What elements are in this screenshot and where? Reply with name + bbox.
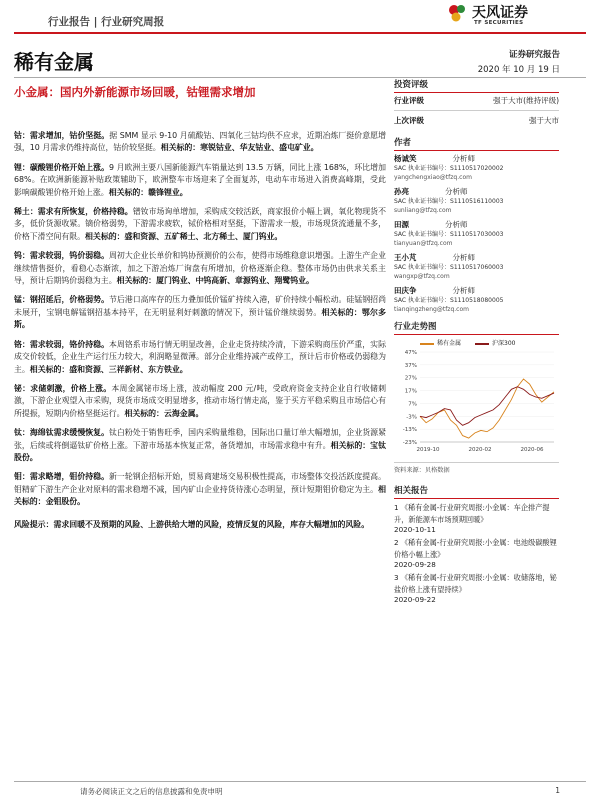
author-cert: SAC 执业证书编号：S1110517030003 xyxy=(394,231,504,238)
industry-trend-section xyxy=(394,320,559,474)
rating-heading: 投资评级 xyxy=(394,78,559,93)
related-reports xyxy=(394,502,559,604)
related-stocks-label: 相关标的： xyxy=(29,364,70,374)
author-role: 分析师 xyxy=(445,220,468,229)
legend-swatch xyxy=(420,343,434,345)
paragraph-lead: 钴：需求增加，钴价坚挺。 xyxy=(14,131,110,140)
company-logo xyxy=(446,2,556,32)
report-date: 2020 年 10 月 19 日 xyxy=(477,65,560,75)
paragraph-body: 周初大企业长单价和钨协预测价的公布，使得市场维稳意识增强。上游生产企业继续惜售挺价，看稳心态渐浓，加之下游冶炼厂询盘有所增加，价格逐渐企稳。整体市场仍由供求关系主导，预计后期钨价弱稳为主。 xyxy=(14,251,386,286)
x-tick-label: 2020-02 xyxy=(468,447,492,453)
author-name: 王小芃 xyxy=(394,253,417,262)
y-tick-label: 27% xyxy=(404,375,417,382)
rating-divider xyxy=(394,110,559,111)
main-content xyxy=(14,84,386,538)
author-cert: SAC 执业证书编号：S1110517020002 xyxy=(394,165,504,172)
y-tick-label: 7% xyxy=(408,401,417,408)
rating-row xyxy=(394,93,559,108)
sector-paragraph xyxy=(14,294,386,331)
paragraph-lead: 铋：求储刺激，价格上涨。 xyxy=(14,383,112,393)
sector-paragraph xyxy=(14,383,386,420)
author-role: 分析师 xyxy=(452,253,475,262)
related-stocks: 盛和资源、三祥新材、东方铁业。 xyxy=(69,364,188,374)
related-stocks-label: 相关标的： xyxy=(124,408,164,418)
related-stocks: 寒锐钴业、华友钴业、盛屯矿业。 xyxy=(200,143,319,153)
author-name: 田源 xyxy=(394,220,409,229)
author-name-row xyxy=(394,186,559,197)
author-email[interactable]: sunliang@tfzq.com xyxy=(394,207,452,214)
author-entry xyxy=(394,153,559,182)
rating-row xyxy=(394,113,559,128)
related-stocks-label: 相关标的： xyxy=(330,440,371,450)
legend-label: 稀有金属 xyxy=(437,340,462,347)
y-tick-label: -23% xyxy=(402,440,417,446)
paragraph-body: 镨钕市场询单增加，采购成交较活跃，商家报价小幅上调，氧化物现货不多，低价货源收紧。镝价格弱势，下游需求疲软，铽价格相对坚挺，下游需求一般，市场现货流通量不多，价格下滑空间有限。 xyxy=(14,207,386,241)
logo-text-cn: 天风证券 xyxy=(472,5,528,21)
author-email[interactable]: tianqingzheng@tfzq.com xyxy=(394,306,469,313)
author-entry xyxy=(394,285,559,314)
related-report-date: 2020-09-28 xyxy=(394,560,436,569)
author-name-row xyxy=(394,219,559,230)
author-list xyxy=(394,153,559,314)
paragraph-lead: 锂：碳酸锂价格开始上涨。 xyxy=(14,162,110,172)
header-divider xyxy=(14,32,586,34)
related-stocks-label: 相关标的： xyxy=(321,307,362,317)
related-stocks: 厦门钨业、中钨高新、章源钨业、翔鹭钨业。 xyxy=(156,276,314,286)
trend-chart xyxy=(394,348,559,456)
related-stocks: 云海金属。 xyxy=(163,408,204,418)
page-title: 稀有金属 xyxy=(14,50,94,74)
author-role: 分析师 xyxy=(452,154,475,163)
rating-value: 强于大市 xyxy=(529,116,559,125)
related-stocks: 赣锋锂业。 xyxy=(148,187,188,197)
author-cert: SAC 执业证书编号：S1110518080005 xyxy=(394,297,504,304)
logo-text-en: TF SECURITIES xyxy=(474,20,524,26)
related-report-link[interactable]: 1 《稀有金属-行业研究周报:小金属：车企排产提升，新能源车市场预期回暖》 xyxy=(394,503,550,524)
author-name-row xyxy=(394,252,559,263)
series-line xyxy=(420,387,554,426)
x-tick-label: 2020-06 xyxy=(520,447,544,453)
author-email[interactable]: yangchengxiao@tfzq.com xyxy=(394,174,472,181)
paragraph-lead: 稀土：需求有所恢复，价格持稳。 xyxy=(14,207,133,217)
paragraph-lead: 钼：需求略增，钼价持稳。 xyxy=(14,472,109,482)
paragraph-body: 钛白粉处于销售旺季，国内采购量维稳，国际出口量订单大幅增加，企业货源紧张，后续或将倒逼钛矿价格上涨。下游市场基本恢复正常，备货增加，市场需求稳中有升。 xyxy=(14,428,386,450)
y-tick-label: 37% xyxy=(404,362,417,369)
paragraph-body: 本周铬系市场行情无明显改善，企业走货持续冷清，下游采购商压价严重，实际成交价较低，企业生产运行压力较大，利润略显微薄。部分企业维持减产或停工，预计后市价格或仍弱稳为主。 xyxy=(14,339,386,374)
related-stocks-label: 相关标的： xyxy=(108,187,149,197)
related-report-date: 2020-10-11 xyxy=(394,525,436,534)
chart-source: 资料来源：贝格数据 xyxy=(394,467,450,474)
paragraph-lead: 锰：钢招延后，价格弱势。 xyxy=(14,295,109,305)
sector-paragraph xyxy=(14,250,386,287)
related-stocks: 鄂尔多斯。 xyxy=(14,307,386,330)
author-name: 杨诚笑 xyxy=(394,154,417,163)
report-headline: 小金属：国内外新能源市场回暖，钴锂需求增加 xyxy=(14,85,256,99)
related-stocks-label: 相关标的： xyxy=(14,484,386,507)
author-email[interactable]: tianyuan@tfzq.com xyxy=(394,240,453,247)
sector-paragraph xyxy=(14,471,386,508)
related-stocks-label: 相关标的： xyxy=(116,276,157,286)
y-tick-label: -3% xyxy=(406,414,417,421)
related-stocks-label: 相关标的： xyxy=(85,231,125,241)
paragraph-body: 新一轮钢企招标开始，贸易商建场交易积极性提高，市场整体交投活跃度提高。钼精矿下游生产企业对原料的需求稳增不减，国内矿山企业持货待涨心态明显，预计短期钼价稳定为主。 xyxy=(14,472,386,494)
related-stocks: 宝钛股份。 xyxy=(14,440,386,462)
paragraph-body: 本周金属铋市场上涨，波动幅度 200 元/吨，受政府资金支持企业自行收储刺激，下游企业观望入市采购，现货市场成交明显增多，推动市场行情走高，鉴于买方平稳采购且市场信心有所提振，短期内价格坚挺运行。 xyxy=(14,383,386,418)
related-heading: 相关报告 xyxy=(394,484,559,499)
author-name: 田庆争 xyxy=(394,286,417,295)
sector-paragraph xyxy=(14,427,386,464)
related-report-link[interactable]: 3 《稀有金属-行业研究周报:小金属：收储落地，铋盐价格上涨有望持续》 xyxy=(394,573,557,594)
x-tick-label: 2019-10 xyxy=(416,447,440,453)
footer-divider xyxy=(14,781,586,782)
paragraph-list xyxy=(14,130,386,509)
logo-mark-icon xyxy=(446,2,468,24)
sidebar xyxy=(394,78,559,604)
paragraph-body: 9 月欧洲主要八国新能源汽车销量达到 13.5 万辆，同比上涨 168%，环比增加 68%。在欧洲新能源补贴政策辅助下，欧洲整车市场迎来了全面复苏，电动车市场进入消费高峰期，受此影响碳酸锂价格开始上涨。 xyxy=(14,162,386,197)
sector-paragraph xyxy=(14,130,386,155)
footer-disclaimer: 请务必阅读正文之后的信息披露和免责申明 xyxy=(80,787,223,796)
risk-warning: 风险提示：需求回暖不及预期的风险、上游供给大增的风险，疫情反复的风险，库存大幅增加的风险。 xyxy=(14,519,370,529)
rating-key: 上次评级 xyxy=(394,116,424,125)
paragraph-lead: 钨：需求较弱，钨价弱稳。 xyxy=(14,251,109,261)
legend-item xyxy=(475,338,515,347)
paragraph-body: 节后港口高库存的压力叠加低价锰矿持续入港，矿价持续小幅松动。硅锰钢招尚未展开，宝钢电解锰钢招基本持平，在无明显利好刺激的情况下，预计锰价继续弱势。 xyxy=(14,295,386,317)
paragraph-lead: 铬：需求较弱，铬价持稳。 xyxy=(14,339,109,349)
chart-heading: 行业走势图 xyxy=(394,320,559,335)
y-tick-label: 47% xyxy=(404,350,417,356)
author-entry xyxy=(394,186,559,215)
legend-item xyxy=(420,338,461,347)
paragraph-body: 据 SMM 显示 9-10 月硫酸钴、四氧化三钴均供不应求，近期冶炼厂挺价意愿增强，10 月需求仍维持高位，钴价较坚挺。 xyxy=(14,131,386,153)
related-stocks: 盛和资源、五矿稀土、北方稀土、厦门钨业。 xyxy=(124,231,283,241)
chart-legend xyxy=(420,338,559,347)
page-number: 1 xyxy=(555,786,560,795)
author-cert: SAC 执业证书编号：S1110517060003 xyxy=(394,264,504,271)
sector-paragraph xyxy=(14,206,386,243)
related-stocks: 金钼股份。 xyxy=(45,497,86,507)
sector-paragraph xyxy=(14,339,386,376)
author-name-row xyxy=(394,153,559,164)
author-name: 孙亮 xyxy=(394,187,409,196)
report-type: 证券研究报告 xyxy=(508,50,560,60)
author-role: 分析师 xyxy=(445,187,468,196)
rating-table xyxy=(394,93,559,128)
authors-heading: 作者 xyxy=(394,136,559,151)
author-name-row xyxy=(394,285,559,296)
rating-key: 行业评级 xyxy=(394,96,424,105)
sector-paragraph xyxy=(14,162,386,199)
author-email[interactable]: wangxp@tfzq.com xyxy=(394,273,450,280)
y-tick-label: -13% xyxy=(402,427,417,434)
author-cert: SAC 执业证书编号：S1110516110003 xyxy=(394,198,504,205)
report-category: 行业报告 | 行业研究周报 xyxy=(48,16,165,28)
rating-value: 强于大市(维持评级) xyxy=(493,96,559,105)
related-report-link[interactable]: 2 《稀有金属-行业研究周报:小金属：电池级碳酸锂价格小幅上涨》 xyxy=(394,538,557,559)
legend-swatch xyxy=(475,343,489,345)
paragraph-lead: 钛：海绵钛需求缓慢恢复。 xyxy=(14,428,109,438)
related-report-date: 2020-09-22 xyxy=(394,595,436,604)
author-role: 分析师 xyxy=(452,286,475,295)
legend-label: 沪深300 xyxy=(492,340,516,347)
author-entry xyxy=(394,252,559,281)
author-entry xyxy=(394,219,559,248)
y-tick-label: 17% xyxy=(404,388,417,395)
related-stocks-label: 相关标的： xyxy=(160,143,201,153)
